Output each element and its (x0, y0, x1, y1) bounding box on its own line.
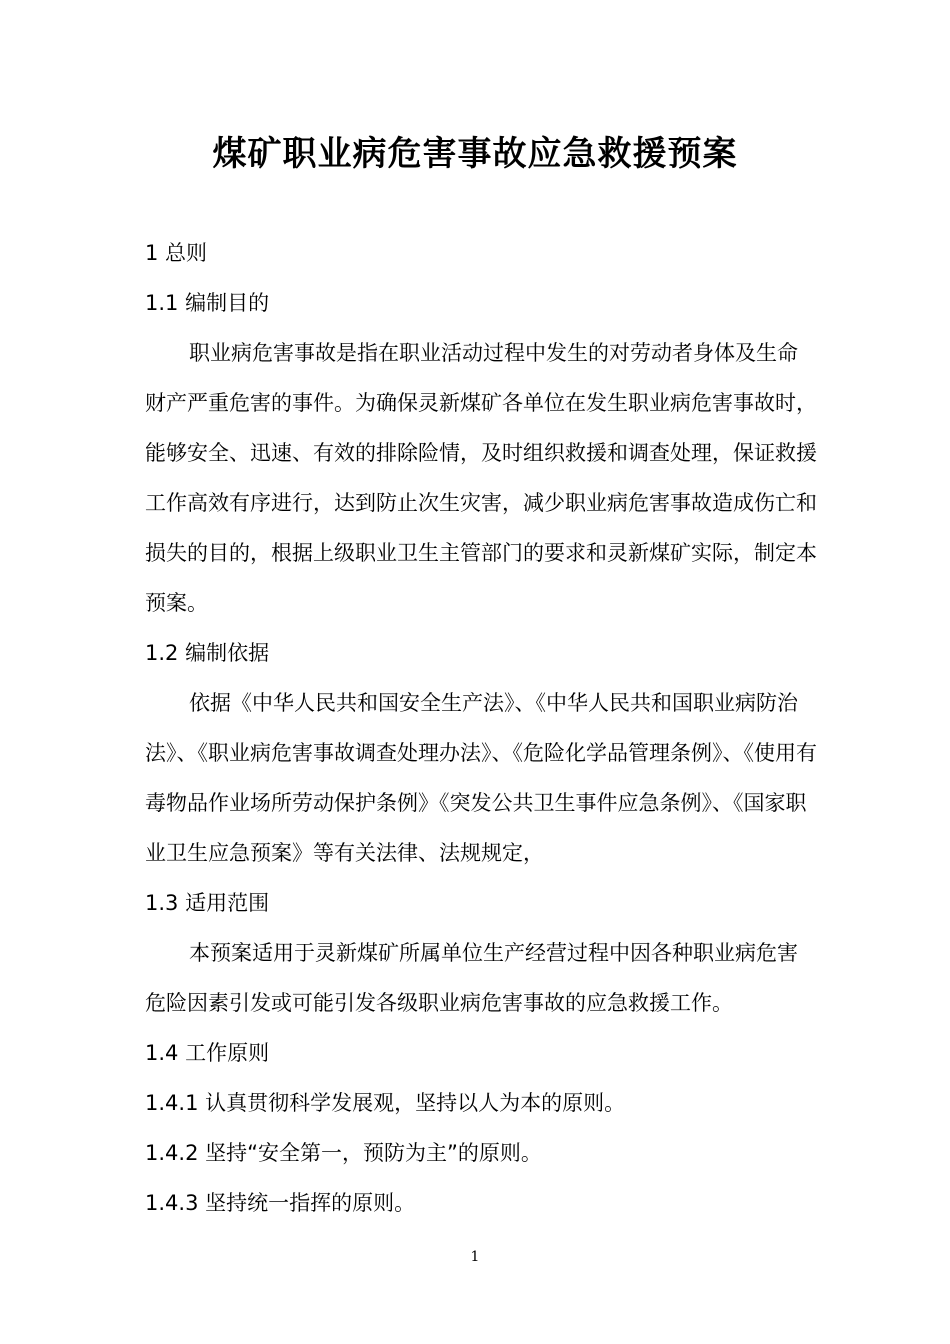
section-heading-1-4: 1.4 工作原则 (145, 1041, 270, 1065)
paragraph-1-1: 职业病危害事故是指在职业活动过程中发生的对劳动者身体及生命财产严重危害的事件。为确保灵新煤矿各单位在发生职业病危害事故时，能够安全、迅速、有效的排除险情，及时组织救援和调查处理，保证救援工作高效有序进行，达到防止次生灾害，减少职业病危害事故造成伤亡和损失的目的，根据上级职业卫生主管部门的要求和灵新煤矿实际，制定本预案。 (145, 341, 817, 615)
principle-1-4-2: 1.4.2 坚持“安全第一，预防为主”的原则。 (145, 1141, 542, 1165)
principle-1-4-3: 1.4.3 坚持统一指挥的原则。 (145, 1191, 416, 1215)
document-title: 煤矿职业病危害事故应急救援预案 (212, 134, 738, 174)
page-number: 1 (470, 1249, 480, 1265)
section-heading-1: 1 总则 (145, 241, 208, 265)
section-heading-1-3: 1.3 适用范围 (145, 891, 270, 915)
section-heading-1-1: 1.1 编制目的 (145, 291, 270, 315)
document-body (145, 228, 817, 1228)
principle-1-4-1: 1.4.1 认真贯彻科学发展观，坚持以人为本的原则。 (145, 1091, 626, 1115)
section-heading-1-2: 1.2 编制依据 (145, 641, 270, 665)
paragraph-1-3: 本预案适用于灵新煤矿所属单位生产经营过程中因各种职业病危害危险因素引发或可能引发各级职业病危害事故的应急救援工作。 (145, 941, 798, 1015)
paragraph-1-2: 依据《中华人民共和国安全生产法》、《中华人民共和国职业病防治法》、《职业病危害事故调查处理办法》、《危险化学品管理条例》、《使用有毒物品作业场所劳动保护条例》《突发公共卫生事件应急条例》、《国家职业卫生应急预案》等有关法律、法规规定， (145, 691, 817, 865)
